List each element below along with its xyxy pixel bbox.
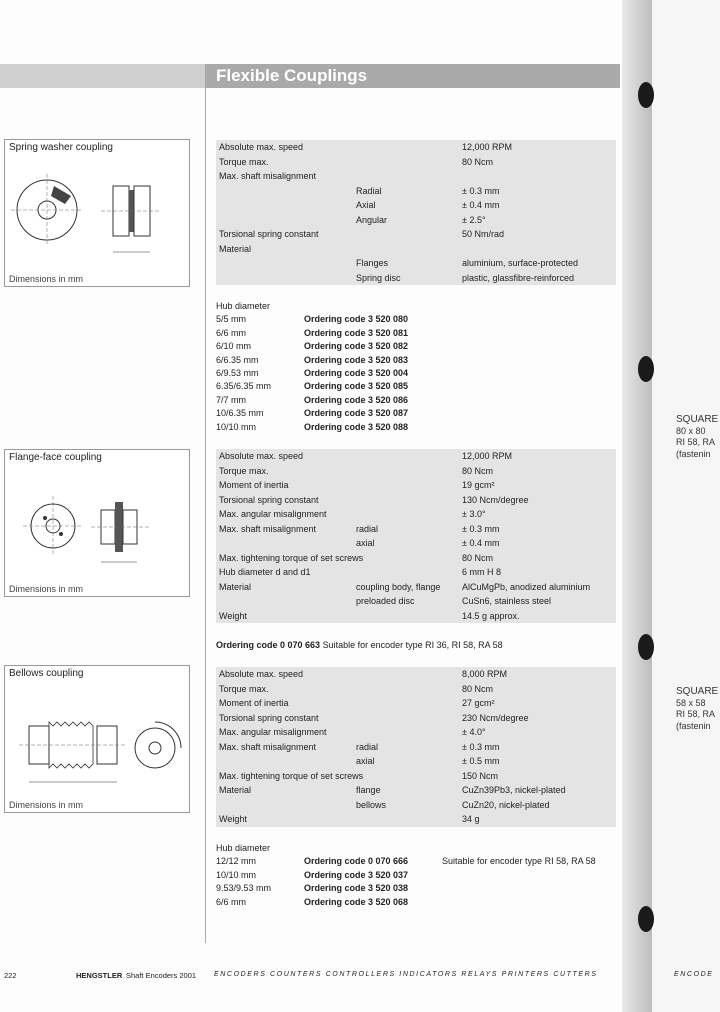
- spec-value: 80 Ncm: [462, 683, 494, 694]
- next-page-footer: ENCODE: [674, 971, 714, 978]
- footer-categories: ENCODERS COUNTERS CONTROLLERS INDICATORS RELAYS PRINTERS CUTTERS: [214, 971, 598, 978]
- spec-sub: radial: [356, 523, 379, 534]
- spec-label: Max. shaft misalignment: [219, 523, 317, 534]
- spec-label: Torque max.: [219, 465, 269, 476]
- flange-face-drawing-box: [4, 449, 190, 597]
- spec-value: 80 Ncm: [462, 552, 494, 563]
- spec-value: ± 3.0°: [462, 509, 486, 519]
- spec-label: Weight: [219, 814, 247, 824]
- spec-sub: Spring disc: [356, 272, 401, 283]
- box-title: Bellows coupling: [9, 668, 84, 679]
- dimensions-label: Dimensions in mm: [9, 274, 84, 284]
- spec-row: [216, 522, 616, 537]
- spec-label: Max. angular misalignment: [219, 727, 327, 737]
- spec-label: Torsional spring constant: [219, 229, 319, 239]
- hub-heading: Hub diameter: [216, 843, 271, 853]
- binder-hole: [638, 634, 654, 660]
- spec-value: ± 0.5 mm: [462, 756, 500, 766]
- spec-row: [216, 696, 616, 711]
- next-page-line: (fastenin: [676, 720, 711, 731]
- box-title: Flange-face coupling: [9, 452, 102, 463]
- hub-diameter: 5/5 mm: [216, 314, 247, 325]
- next-page-square-80: [676, 414, 718, 460]
- next-page-line: RI 58, RA: [676, 437, 716, 447]
- spec-value: 34 g: [462, 814, 480, 824]
- spec-value: ± 0.3 mm: [462, 523, 500, 534]
- spec-label: Max. shaft misalignment: [219, 171, 317, 181]
- spec-row: [216, 449, 616, 464]
- ordering-code: Ordering code 3 520 080: [304, 314, 409, 325]
- spec-label: Absolute max. speed: [219, 451, 304, 461]
- spec-label: Max. tightening torque of set screws: [219, 770, 364, 781]
- spec-sub: Angular: [356, 214, 388, 225]
- spec-row: [216, 213, 616, 228]
- next-page-square-58: [676, 686, 718, 732]
- spec-sub: coupling body, flange: [356, 581, 441, 592]
- spec-row: [216, 798, 616, 813]
- column-divider: [205, 88, 206, 943]
- spec-row: [216, 594, 616, 609]
- ordering-code: Ordering code 3 520 004: [304, 367, 409, 378]
- spec-value: CuSn6, stainless steel: [462, 596, 552, 606]
- spec-value: 230 Ncm/degree: [462, 712, 529, 723]
- page-number: 222: [4, 971, 17, 980]
- spec-value: CuZn20, nickel-plated: [462, 799, 550, 810]
- spec-sub: Axial: [356, 200, 376, 210]
- ordering-suffix: Suitable for encoder type RI 36, RI 58, RA 58: [322, 640, 503, 650]
- spec-sub: radial: [356, 741, 379, 752]
- spec-row: [216, 242, 616, 257]
- flange-face-drawing: [9, 466, 185, 576]
- spec-label: Hub diameter d and d1: [219, 567, 311, 577]
- spec-value: 19 gcm²: [462, 480, 495, 490]
- spec-value: ± 0.3 mm: [462, 741, 500, 752]
- spec-row: [216, 812, 616, 827]
- spec-value: 150 Ncm: [462, 770, 499, 781]
- flange-face-spec-table: [216, 449, 616, 623]
- spec-row: [216, 478, 616, 493]
- spec-sub: flange: [356, 785, 381, 795]
- spec-sub: Radial: [356, 185, 382, 196]
- spec-row: [216, 783, 616, 798]
- spec-row: [216, 580, 616, 595]
- spec-label: Torque max.: [219, 156, 269, 167]
- next-page-line: (fastenin: [676, 448, 711, 459]
- ordering-code: Ordering code 3 520 086: [304, 394, 409, 405]
- spec-label: Max. tightening torque of set screws: [219, 552, 364, 563]
- bellows-drawing-box: [4, 665, 190, 813]
- spec-row: [216, 769, 616, 784]
- spec-label: Moment of inertia: [219, 698, 289, 708]
- spec-row: [216, 184, 616, 199]
- hub-diameter: 9.53/9.53 mm: [216, 883, 272, 894]
- spec-sub: bellows: [356, 799, 387, 810]
- ordering-code: Ordering code 3 520 038: [304, 883, 409, 894]
- spec-value: 50 Nm/rad: [462, 229, 505, 239]
- spec-label: Torsional spring constant: [219, 712, 319, 723]
- spec-value: ± 0.4 mm: [462, 200, 500, 210]
- hub-diameter: 6/6 mm: [216, 896, 247, 907]
- spec-sub: preloaded disc: [356, 596, 415, 606]
- spec-value: AlCuMgPb, anodized aluminium: [462, 581, 591, 592]
- spring-washer-drawing-box: [4, 139, 190, 287]
- spec-value: 12,000 RPM: [462, 451, 513, 461]
- next-page-line: 58 x 58: [676, 697, 706, 708]
- spec-value: ± 2.5°: [462, 214, 486, 225]
- spec-sub: axial: [356, 538, 375, 548]
- spec-value: ± 0.3 mm: [462, 185, 500, 196]
- spec-value: plastic, glassfibre-reinforced: [462, 272, 575, 283]
- spec-value: 27 gcm²: [462, 698, 495, 708]
- spec-row: [216, 609, 616, 624]
- dimensions-label: Dimensions in mm: [9, 800, 84, 810]
- page-title: Flexible Couplings: [216, 66, 368, 85]
- hub-diameter: 6/10 mm: [216, 341, 252, 352]
- ordering-code: Ordering code 3 520 068: [304, 896, 409, 907]
- hub-diameter: 6/6.35 mm: [216, 354, 259, 365]
- spec-value: 80 Ncm: [462, 465, 494, 476]
- spec-row: [216, 740, 616, 755]
- flange-face-ordering-line: [216, 640, 503, 650]
- spec-value: CuZn39Pb3, nickel-plated: [462, 785, 566, 795]
- spec-row: [216, 271, 616, 286]
- spec-row: [216, 140, 616, 155]
- spec-value: 12,000 RPM: [462, 142, 513, 152]
- ordering-code: Ordering code 3 520 081: [304, 327, 409, 338]
- hub-diameter: 10/10 mm: [216, 869, 257, 880]
- spec-value: 8,000 RPM: [462, 669, 508, 679]
- spec-label: Absolute max. speed: [219, 142, 304, 152]
- spec-label: Max. shaft misalignment: [219, 741, 317, 752]
- spec-label: Moment of inertia: [219, 480, 289, 490]
- spec-row: [216, 754, 616, 769]
- spec-value: 6 mm H 8: [462, 567, 502, 577]
- next-page-line: SQUARE: [676, 414, 719, 425]
- spec-row: [216, 256, 616, 271]
- ordering-suffix: Suitable for encoder type RI 58, RA 58: [442, 856, 596, 867]
- hub-diameter: 6/9.53 mm: [216, 367, 259, 378]
- header-band-left: [0, 64, 205, 88]
- spec-value: 80 Ncm: [462, 156, 494, 167]
- box-title: Spring washer coupling: [9, 142, 113, 153]
- spec-row: [216, 507, 616, 522]
- spring-washer-spec-table: [216, 140, 616, 285]
- ordering-code: Ordering code 3 520 087: [304, 408, 409, 419]
- dimensions-label: Dimensions in mm: [9, 584, 84, 594]
- ordering-code: Ordering code 0 070 666: [304, 856, 409, 867]
- next-page-line: RI 58, RA: [676, 709, 716, 719]
- spec-label: Absolute max. speed: [219, 669, 304, 679]
- spec-row: [216, 711, 616, 726]
- footer-catalog: Shaft Encoders 2001: [126, 971, 197, 980]
- spec-sub: axial: [356, 756, 375, 766]
- spec-label: Material: [219, 785, 252, 795]
- spec-value: 130 Ncm/degree: [462, 494, 529, 505]
- spec-row: [216, 169, 616, 184]
- spec-value: 14.5 g approx.: [462, 610, 520, 621]
- spec-row: [216, 682, 616, 697]
- spec-row: [216, 198, 616, 213]
- hub-diameter: 10/6.35 mm: [216, 408, 264, 419]
- spec-label: Weight: [219, 610, 247, 621]
- bellows-drawing: [9, 682, 185, 792]
- spec-row: [216, 493, 616, 508]
- hub-diameter: 6.35/6.35 mm: [216, 381, 272, 392]
- hub-diameter: 10/10 mm: [216, 421, 257, 432]
- spec-label: Torsional spring constant: [219, 494, 319, 505]
- spec-value: ± 4.0°: [462, 727, 486, 737]
- spec-row: [216, 536, 616, 551]
- spec-row: [216, 565, 616, 580]
- binder-hole: [638, 906, 654, 932]
- hub-diameter: 12/12 mm: [216, 856, 257, 867]
- spec-row: [216, 667, 616, 682]
- spec-value: ± 0.4 mm: [462, 538, 500, 548]
- next-page-edge: [652, 0, 720, 1012]
- spec-label: Max. angular misalignment: [219, 509, 327, 519]
- spec-row: [216, 227, 616, 242]
- spec-row: [216, 551, 616, 566]
- ordering-code: Ordering code 3 520 037: [304, 869, 409, 880]
- binder-hole: [638, 356, 654, 382]
- spec-row: [216, 725, 616, 740]
- spec-label: Material: [219, 243, 252, 254]
- spring-washer-drawing: [9, 156, 185, 266]
- next-page-line: 80 x 80: [676, 425, 706, 436]
- ordering-code: Ordering code 3 520 085: [304, 381, 409, 392]
- hub-diameter: 6/6 mm: [216, 327, 247, 338]
- ordering-code: Ordering code 3 520 083: [304, 354, 409, 365]
- next-page-line: SQUARE: [676, 686, 719, 697]
- ordering-code: Ordering code 3 520 088: [304, 421, 409, 432]
- spec-row: [216, 155, 616, 170]
- footer-brand: HENGSTLER: [76, 971, 123, 980]
- spec-sub: Flanges: [356, 258, 389, 268]
- binder-hole: [638, 82, 654, 108]
- hub-diameter: 7/7 mm: [216, 394, 247, 405]
- ordering-code: Ordering code 3 520 082: [304, 341, 409, 352]
- ordering-code: Ordering code 0 070 663: [216, 640, 321, 650]
- bellows-spec-table: [216, 667, 616, 827]
- spec-label: Torque max.: [219, 683, 269, 694]
- spec-value: aluminium, surface-protected: [462, 258, 579, 268]
- binder-gutter: [622, 0, 652, 1012]
- hub-heading: Hub diameter: [216, 301, 271, 311]
- spec-row: [216, 464, 616, 479]
- spec-label: Material: [219, 581, 252, 592]
